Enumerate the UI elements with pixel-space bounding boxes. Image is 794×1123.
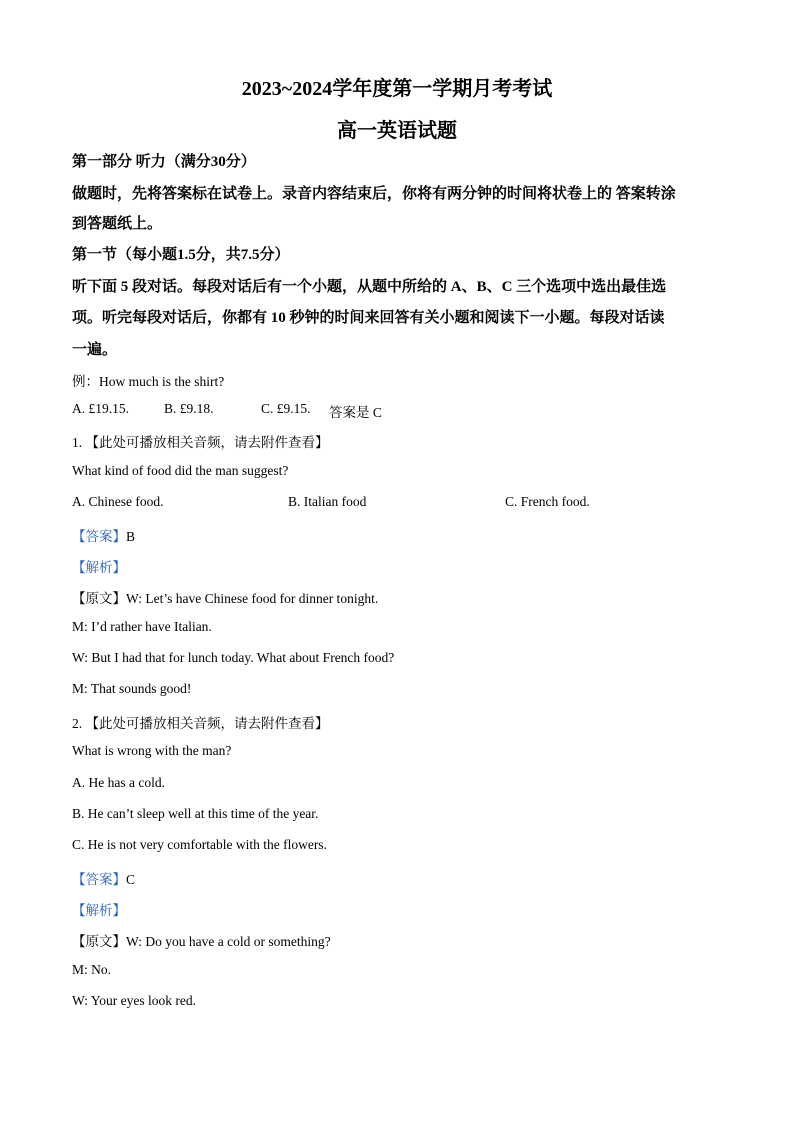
q2-answer xyxy=(72,868,135,888)
q1-transcript-line-4: M: That sounds good! xyxy=(72,681,192,696)
q1-transcript-line-1 xyxy=(72,587,378,607)
part-heading: 第一部分 听力（满分30分） xyxy=(72,154,256,170)
q1-audio-label[interactable]: 1. 【此处可播放相关音频，请去附件查看】 xyxy=(72,435,329,450)
section-heading: 第一节（每小题1.5分，共7.5分） xyxy=(72,247,290,263)
section-instructions-line-3: 一遍。 xyxy=(72,342,118,358)
q2-original-tag: 【原文】 xyxy=(72,934,126,949)
example-option-c: C. £9.15. xyxy=(261,401,311,416)
q2-answer-tag: 【答案】 xyxy=(72,872,126,887)
q2-audio-label[interactable]: 2. 【此处可播放相关音频，请去附件查看】 xyxy=(72,716,329,731)
q1-original-tag: 【原文】 xyxy=(72,591,126,606)
q1-transcript-text-1: W: Let’s have Chinese food for dinner tonight. xyxy=(126,591,379,606)
q2-transcript-line-3: W: Your eyes look red. xyxy=(72,993,196,1008)
q2-transcript-text-1: W: Do you have a cold or something? xyxy=(126,934,331,949)
q2-answer-value: C xyxy=(126,872,136,887)
q1-transcript-line-3: W: But I had that for lunch today. What about French food? xyxy=(72,650,395,665)
section-instructions-line-1: 听下面 5 段对话。每段对话后有一个小题，从题中所给的 A、B、C 三个选项中选出最佳选 xyxy=(72,279,667,295)
q1-answer xyxy=(72,525,135,545)
instructions-line-1: 做题时，先将答案标在试卷上。录音内容结束后，你将有两分钟的时间将状卷上的 答案转涂 xyxy=(72,186,676,202)
q1-answer-value: B xyxy=(126,529,136,544)
page-subtitle: 高一英语试题 xyxy=(337,120,457,142)
example-option-b: B. £9.18. xyxy=(164,401,214,416)
q2-question: What is wrong with the man? xyxy=(72,743,232,758)
q1-transcript-line-2: M: I’d rather have Italian. xyxy=(72,619,212,634)
q2-transcript-line-2: M: No. xyxy=(72,962,112,977)
q1-option-a: A. Chinese food. xyxy=(72,494,164,509)
page-title: 2023~2024学年度第一学期月考考试 xyxy=(241,78,553,100)
example-answer-note: 答案是 C xyxy=(329,405,382,420)
q2-option-a: A. He has a cold. xyxy=(72,775,165,790)
section-instructions-line-2: 项。听完每段对话后，你都有 10 秒钟的时间来回答有关小题和阅读下一小题。每段对话读 xyxy=(72,310,665,326)
q1-answer-tag: 【答案】 xyxy=(72,529,126,544)
q2-analysis-tag: 【解析】 xyxy=(72,903,126,918)
q1-question: What kind of food did the man suggest? xyxy=(72,463,289,478)
q2-option-c: C. He is not very comfortable with the flowers. xyxy=(72,837,327,852)
example-question: 例：How much is the shirt? xyxy=(72,374,225,389)
q1-option-c: C. French food. xyxy=(505,494,590,509)
instructions-line-2: 到答题纸上。 xyxy=(72,216,163,232)
example-option-a: A. £19.15. xyxy=(72,401,129,416)
q1-analysis-tag: 【解析】 xyxy=(72,560,126,575)
q2-option-b: B. He can’t sleep well at this time of the year. xyxy=(72,806,319,821)
q1-option-b: B. Italian food xyxy=(288,494,367,509)
q2-transcript-line-1 xyxy=(72,930,331,950)
